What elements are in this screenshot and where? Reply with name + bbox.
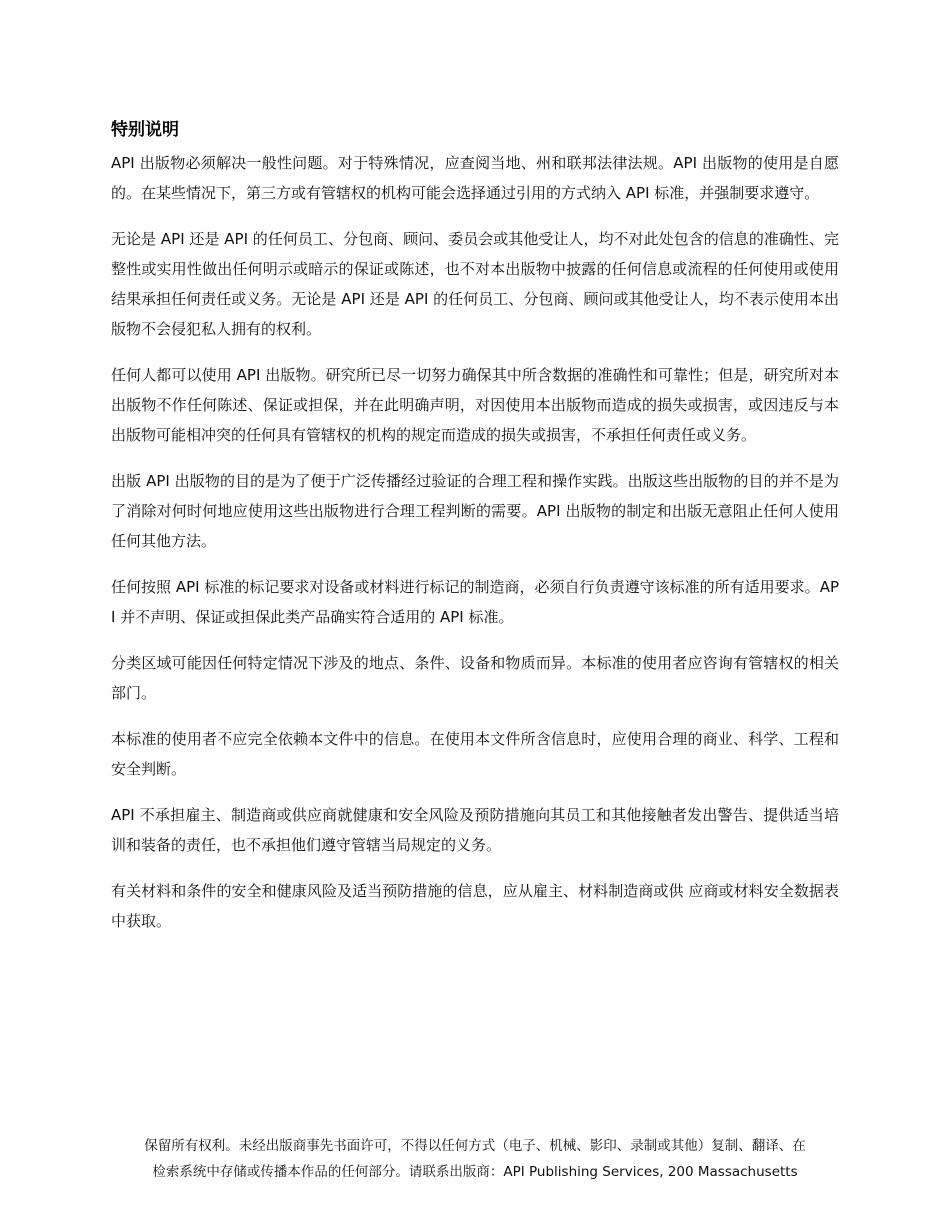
paragraph-employer-duties: API 不承担雇主、制造商或供应商就健康和安全风险及预防措施向其员工和其他接触者发出警告、提供适当培训和装备的责任，也不承担他们遵守管辖当局规定的义务。 [111, 806, 839, 854]
paragraph-general-issues: API 出版物必须解决一般性问题。对于特殊情况，应查阅当地、州和联邦法律法规。API 出版物的使用是自愿的。在某些情况下，第三方或有管辖权的机构可能会选择通过引用的方式纳入 API 标准，并强制要求遵守。 [111, 154, 839, 202]
footer-line-2: 检索系统中存储或传播本作品的任何部分。请联系出版商：API Publishing Services, 200 Massachusetts [152, 1164, 798, 1180]
paragraph-no-warranty: 无论是 API 还是 API 的任何员工、分包商、顾问、委员会或其他受让人，均不对此处包含的信息的准确性、完整性或实用性做出任何明示或暗示的保证或陈述，也不对本出版物中披露的任何信息或流程的任何使用或使用结果承担任何责任或义务。无论是 API 还是 API 的任何员工、分包商、顾问或其他受让人，均不表示使用本出版物不会侵犯私人拥有的权利。 [111, 230, 839, 338]
paragraph-user-judgment: 本标准的使用者不应完全依赖本文件中的信息。在使用本文件所含信息时，应使用合理的商业、科学、工程和安全判断。 [111, 730, 839, 778]
paragraph-safety-data: 有关材料和条件的安全和健康风险及适当预防措施的信息，应从雇主、材料制造商或供 应商或材料安全数据表中获取。 [111, 882, 839, 930]
footer-line-1: 保留所有权利。未经出版商事先书面许可，不得以任何方式（电子、机械、影印、录制或其他）复制、翻译、在 [144, 1138, 806, 1154]
copyright-footer [100, 1133, 850, 1185]
special-notes-section [111, 118, 839, 952]
paragraph-use-by-anyone: 任何人都可以使用 API 出版物。研究所已尽一切努力确保其中所含数据的准确性和可靠性；但是，研究所对本出版物不作任何陈述、保证或担保，并在此明确声明，对因使用本出版物而造成的损失或损害，或因违反与本出版物可能相冲突的任何具有管辖权的机构的规定而造成的损失或损害，不承担任何责任或义务。 [111, 366, 839, 444]
paragraph-classified-areas: 分类区域可能因任何特定情况下涉及的地点、条件、设备和物质而异。本标准的使用者应咨询有管辖权的相关部门。 [111, 654, 839, 702]
section-heading: 特别说明 [111, 120, 179, 140]
paragraph-purpose: 出版 API 出版物的目的是为了便于广泛传播经过验证的合理工程和操作实践。出版这些出版物的目的并不是为了消除对何时何地应使用这些出版物进行合理工程判断的需要。API 出版物的制定和出版无意阻止任何人使用任何其他方法。 [111, 472, 839, 550]
paragraph-marking: 任何按照 API 标准的标记要求对设备或材料进行标记的制造商，必须自行负责遵守该标准的所有适用要求。API 并不声明、保证或担保此类产品确实符合适用的 API 标准。 [111, 578, 839, 626]
